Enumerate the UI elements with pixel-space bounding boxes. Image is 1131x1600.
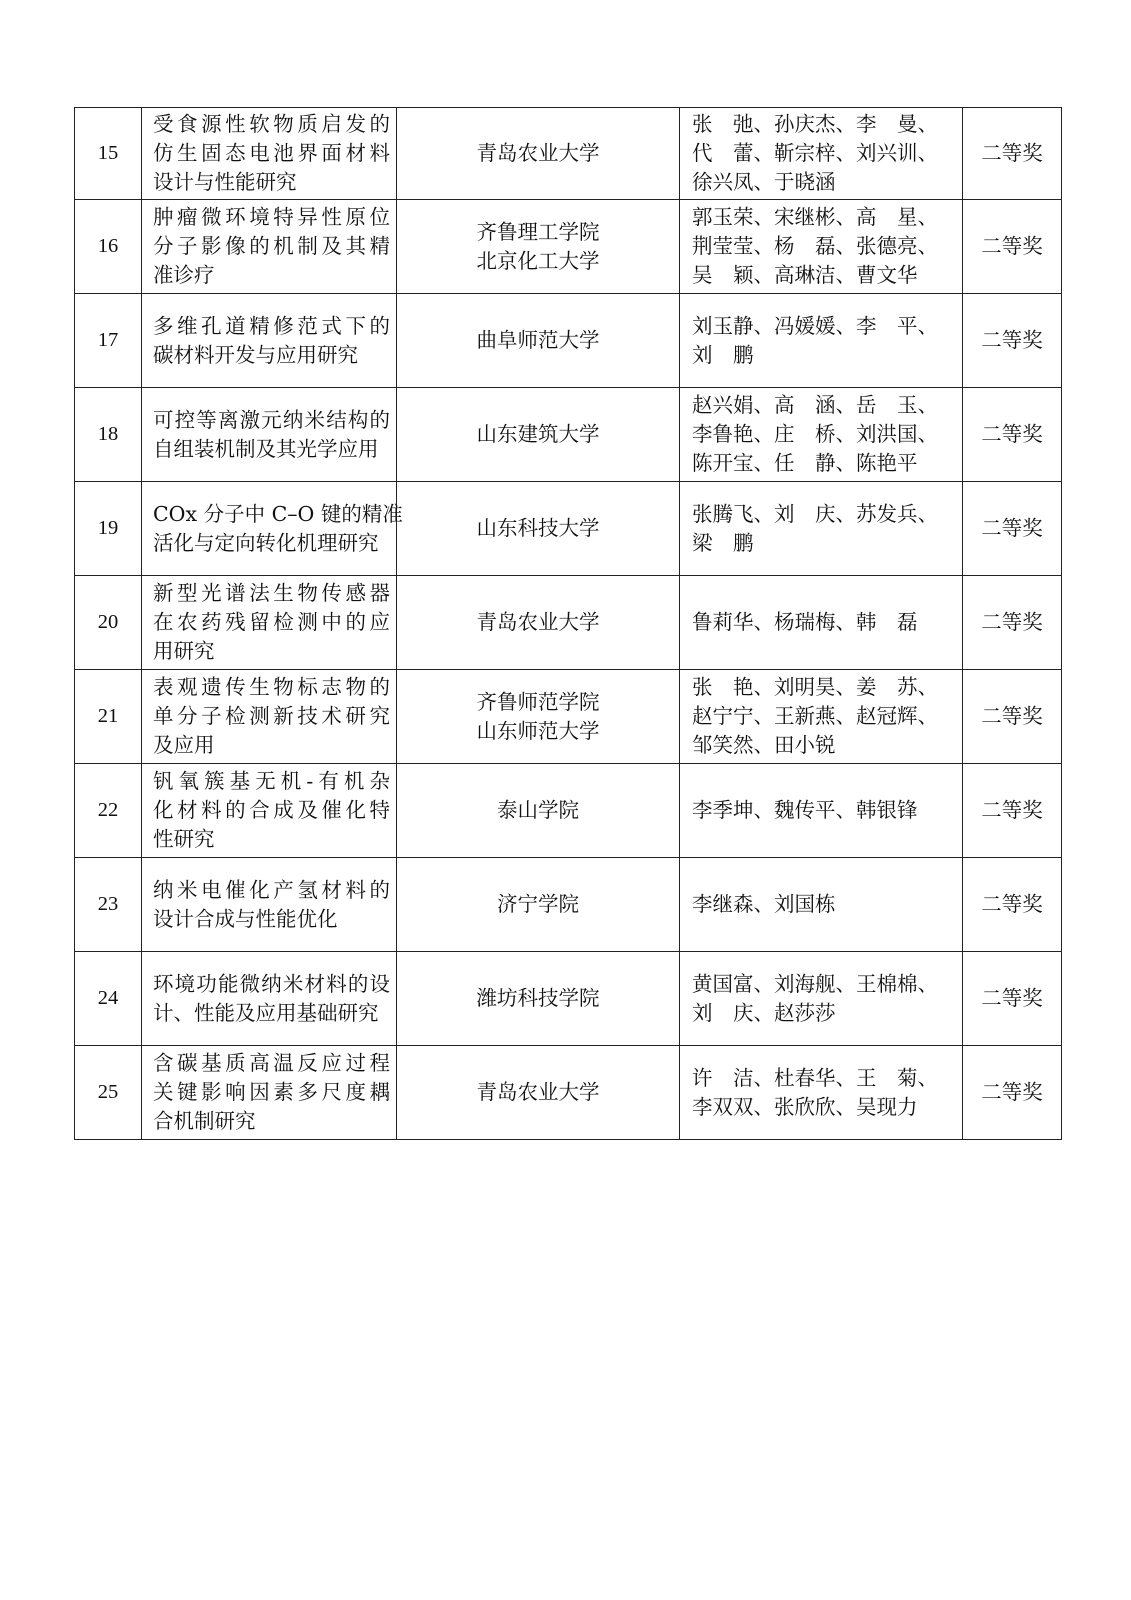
contributors-cell: [680, 200, 963, 294]
project-title-cell: [142, 482, 403, 576]
project-title-cell: [142, 388, 397, 482]
project-title-line: 自组装机制及其光学应用: [153, 436, 379, 461]
project-title-line: 准诊疗: [153, 263, 215, 287]
project-title-line: COx 分子中 C–O 键的精准: [153, 501, 403, 526]
contributors-line: 陈开宝、任 静、陈艳平: [692, 451, 918, 475]
contributors-cell: [680, 294, 963, 388]
project-title-line: 含碳基质高温反应过程: [153, 1051, 390, 1075]
project-title-line: 纳米电催化产氢材料的: [153, 877, 390, 902]
institution-name: 泰山学院: [497, 798, 579, 822]
project-title-cell: [142, 858, 397, 952]
row-number: 20: [75, 576, 142, 670]
project-title-line: 肿瘤微环境特异性原位: [153, 205, 390, 229]
award-grade: 二等奖: [963, 952, 1062, 1046]
project-title-cell: [142, 294, 397, 388]
institution-cell: [397, 952, 680, 1046]
project-title-line: 及应用: [153, 733, 215, 757]
award-table-body: [75, 108, 1062, 1140]
table-row: [75, 952, 1062, 1046]
institution-name: 山东科技大学: [476, 516, 600, 540]
contributors-line: 许 洁、杜春华、王 菊、: [692, 1065, 938, 1090]
table-row: [75, 670, 1062, 764]
table-row: [75, 388, 1062, 482]
contributors-line: 赵兴娟、高 涵、岳 玉、: [692, 393, 938, 417]
institution-cell: [397, 576, 680, 670]
table-row: [75, 764, 1062, 858]
project-title-cell: [142, 1046, 397, 1140]
institution-cell: [397, 108, 680, 200]
institution-cell: [397, 200, 680, 294]
contributors-cell: [680, 764, 963, 858]
project-title-line: 表观遗传生物标志物的: [153, 675, 390, 699]
project-title-line: 碳材料开发与应用研究: [153, 342, 358, 367]
project-title-cell: [142, 576, 397, 670]
institution-name: 山东建筑大学: [476, 422, 600, 446]
institution-name: 济宁学院: [497, 892, 579, 916]
row-number: 22: [75, 764, 142, 858]
contributors-line: 鲁莉华、杨瑞梅、韩 磊: [692, 610, 918, 634]
table-row: [75, 200, 1062, 294]
contributors-line: 李季坤、魏传平、韩银锋: [692, 798, 918, 822]
project-title-line: 新型光谱法生物传感器: [153, 581, 390, 605]
row-number: 17: [75, 294, 142, 388]
institution-name: 山东师范大学: [476, 718, 600, 743]
contributors-cell: [680, 952, 963, 1046]
contributors-line: 徐兴凤、于晓涵: [692, 170, 836, 194]
project-title-line: 仿生固态电池界面材料: [153, 141, 390, 165]
institution-cell: [397, 482, 680, 576]
contributors-line: 张 弛、孙庆杰、李 曼、: [692, 112, 938, 136]
project-title-cell: [142, 200, 397, 294]
institution-cell: [397, 858, 680, 952]
project-title-line: 在农药残留检测中的应: [153, 610, 390, 634]
institution-name: 北京化工大学: [476, 248, 600, 273]
award-grade: 二等奖: [963, 1046, 1062, 1140]
table-row: [75, 482, 1062, 576]
institution-name: 青岛农业大学: [476, 141, 600, 165]
institution-cell: [397, 294, 680, 388]
table-row: [75, 576, 1062, 670]
contributors-line: 荆莹莹、杨 磊、张德亮、: [692, 234, 938, 258]
contributors-line: 代 蕾、靳宗梓、刘兴训、: [692, 141, 938, 165]
institution-name: 齐鲁理工学院: [476, 219, 600, 244]
institution-cell: [397, 1046, 680, 1140]
institution-name: 齐鲁师范学院: [476, 689, 600, 714]
contributors-line: 刘 庆、赵莎莎: [692, 1000, 836, 1025]
award-grade: 二等奖: [963, 858, 1062, 952]
award-grade: 二等奖: [963, 764, 1062, 858]
award-table: [74, 107, 1062, 1140]
contributors-cell: [680, 670, 963, 764]
table-row: [75, 294, 1062, 388]
contributors-line: 刘玉静、冯媛媛、李 平、: [692, 313, 938, 338]
award-grade: 二等奖: [963, 200, 1062, 294]
contributors-line: 赵宁宁、王新燕、赵冠辉、: [692, 704, 938, 728]
contributors-line: 黄国富、刘海舰、王棉棉、: [692, 971, 938, 996]
project-title-cell: [142, 670, 397, 764]
institution-name: 曲阜师范大学: [476, 328, 600, 352]
row-number: 23: [75, 858, 142, 952]
row-number: 25: [75, 1046, 142, 1140]
award-grade: 二等奖: [963, 388, 1062, 482]
project-title-line: 用研究: [153, 639, 215, 663]
row-number: 21: [75, 670, 142, 764]
project-title-line: 计、性能及应用基础研究: [153, 1000, 379, 1025]
project-title-line: 可控等离激元纳米结构的: [153, 407, 390, 432]
contributors-line: 张 艳、刘明昊、姜 苏、: [692, 675, 938, 699]
award-grade: 二等奖: [963, 576, 1062, 670]
contributors-cell: [680, 388, 963, 482]
contributors-line: 李鲁艳、庄 桥、刘洪国、: [692, 422, 938, 446]
project-title-line: 受食源性软物质启发的: [153, 112, 390, 136]
project-title-line: 多维孔道精修范式下的: [153, 313, 390, 338]
institution-name: 青岛农业大学: [476, 610, 600, 634]
row-number: 19: [75, 482, 142, 576]
project-title-cell: [142, 764, 397, 858]
row-number: 16: [75, 200, 142, 294]
row-number: 15: [75, 108, 142, 200]
institution-cell: [397, 764, 680, 858]
table-row: [75, 108, 1062, 200]
contributors-line: 吴 颖、高琳洁、曹文华: [692, 263, 918, 287]
project-title-line: 设计与性能研究: [153, 170, 297, 194]
contributors-cell: [680, 1046, 963, 1140]
institution-name: 青岛农业大学: [476, 1080, 600, 1104]
contributors-line: 李双双、张欣欣、吴现力: [692, 1094, 918, 1119]
row-number: 18: [75, 388, 142, 482]
contributors-line: 邹笑然、田小锐: [692, 733, 836, 757]
contributors-cell: [680, 576, 963, 670]
row-number: 24: [75, 952, 142, 1046]
institution-name: 潍坊科技学院: [476, 986, 600, 1010]
project-title-line: 分子影像的机制及其精: [153, 234, 390, 258]
project-title-line: 钒氧簇基无机-有机杂: [153, 769, 390, 793]
award-grade: 二等奖: [963, 108, 1062, 200]
project-title-line: 化材料的合成及催化特: [153, 798, 390, 822]
project-title-cell: [142, 952, 397, 1046]
contributors-line: 梁 鹏: [692, 530, 754, 555]
contributors-cell: [680, 482, 963, 576]
project-title-line: 性研究: [153, 827, 215, 851]
award-grade: 二等奖: [963, 294, 1062, 388]
contributors-cell: [680, 858, 963, 952]
institution-cell: [397, 670, 680, 764]
contributors-cell: [680, 108, 963, 200]
award-grade: 二等奖: [963, 670, 1062, 764]
project-title-line: 单分子检测新技术研究: [153, 704, 390, 728]
contributors-line: 李继森、刘国栋: [692, 892, 836, 916]
table-row: [75, 858, 1062, 952]
contributors-line: 郭玉荣、宋继彬、高 星、: [692, 205, 938, 229]
project-title-line: 合机制研究: [153, 1109, 256, 1133]
project-title-line: 活化与定向转化机理研究: [153, 530, 379, 555]
institution-cell: [397, 388, 680, 482]
award-grade: 二等奖: [963, 482, 1062, 576]
project-title-line: 环境功能微纳米材料的设: [153, 971, 390, 996]
contributors-line: 刘 鹏: [692, 342, 754, 367]
project-title-cell: [142, 108, 397, 200]
project-title-line: 关键影响因素多尺度耦: [153, 1080, 390, 1104]
project-title-line: 设计合成与性能优化: [153, 906, 338, 931]
table-row: [75, 1046, 1062, 1140]
contributors-line: 张腾飞、刘 庆、苏发兵、: [692, 501, 938, 526]
